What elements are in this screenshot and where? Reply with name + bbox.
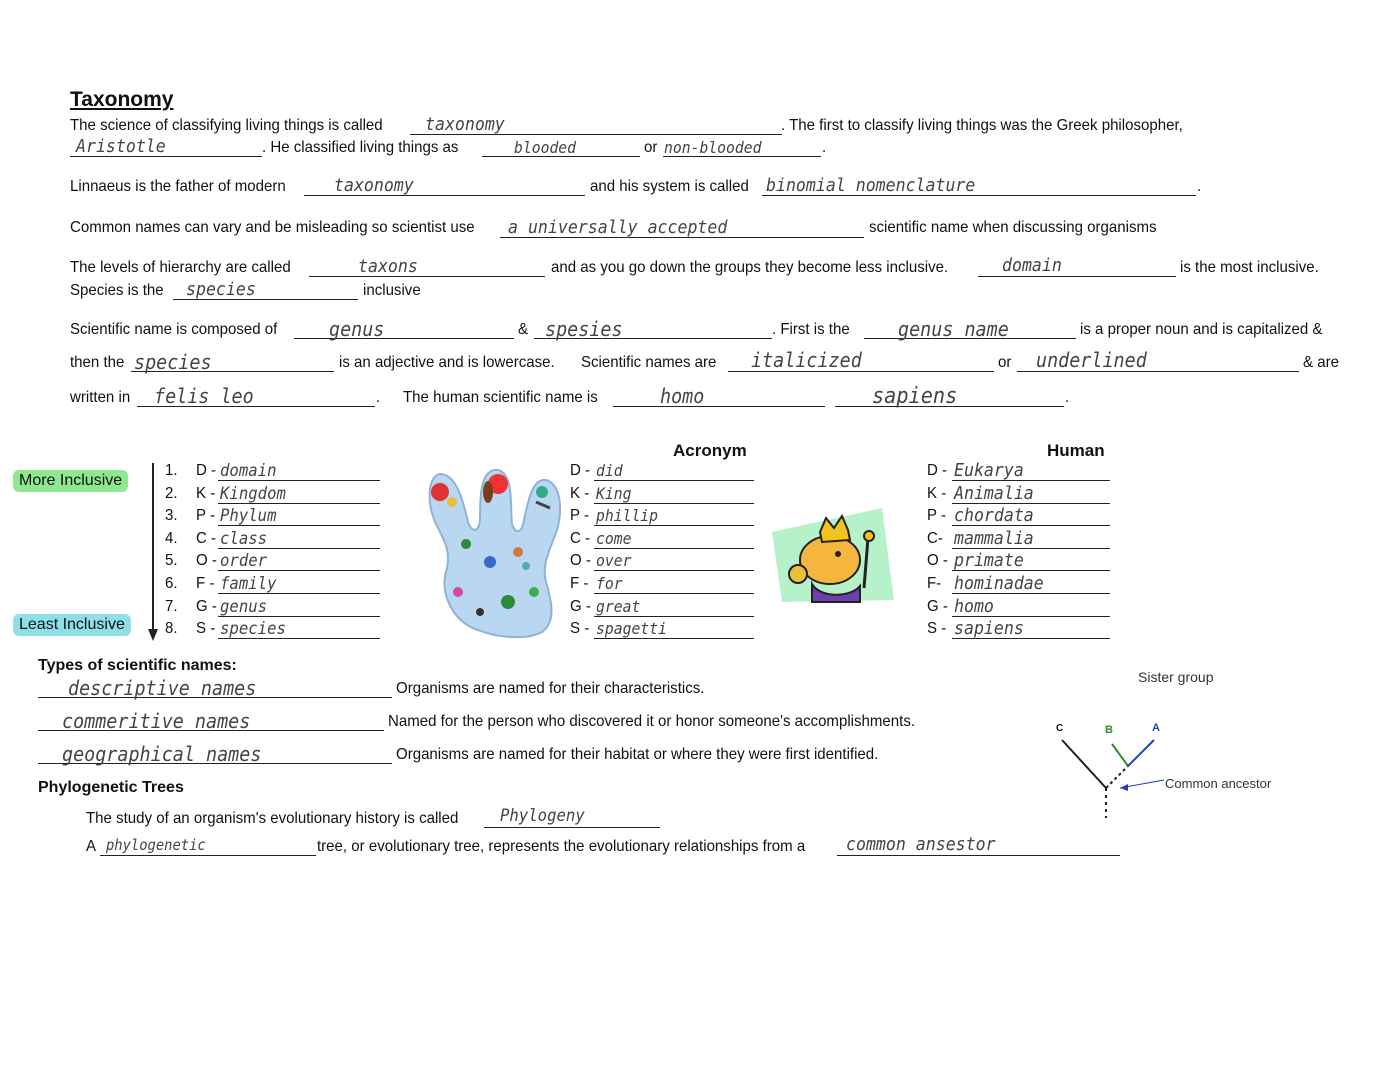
acronym-blank[interactable] — [594, 616, 754, 617]
tree-label-b: B — [1105, 724, 1113, 736]
acronym-answer: come — [596, 528, 632, 548]
level-number: 4. — [165, 529, 178, 547]
acronym-letter: F - — [570, 575, 589, 592]
acronym-answer: did — [596, 461, 623, 480]
s3-answer-1: a universally accepted — [508, 217, 728, 238]
acronym-blank[interactable] — [594, 480, 754, 481]
s1-answer-4: non-blooded — [664, 138, 762, 157]
s4-text-b: and as you go down the groups they become less inclusive. — [551, 259, 949, 276]
s1-text-a: The science of classifying living things is called — [70, 117, 383, 134]
king-illustration — [772, 498, 896, 608]
level-answer: genus — [220, 596, 268, 617]
level-letter: S - — [196, 620, 216, 638]
human-letter: O - — [927, 552, 948, 570]
level-answer: Kingdom — [220, 483, 286, 504]
tree-label-c: C — [1056, 723, 1064, 734]
s4-text-c: is the most inclusive. — [1180, 259, 1319, 276]
s5-text-j: written in — [70, 389, 131, 406]
acronym-letter: O - — [570, 552, 591, 570]
acronym-letter: P - — [570, 507, 589, 525]
human-letter: K - — [927, 484, 947, 502]
level-letter: G - — [196, 597, 217, 615]
acronym-answer: over — [596, 551, 632, 571]
acronym-letter: G - — [570, 597, 591, 615]
s5-blank-8[interactable] — [613, 406, 825, 407]
s5-text-b: & — [518, 321, 529, 338]
phylo-blank-2[interactable] — [100, 855, 316, 856]
acronym-letter: S - — [570, 620, 590, 638]
s1-answer-3: blooded — [514, 138, 577, 157]
s5-answer-2: spesies — [545, 317, 623, 341]
s5-text-f: is an adjective and is lowercase. — [339, 354, 555, 371]
phylo-answer-3: common ansestor — [846, 834, 996, 855]
s5-text-i: & are — [1303, 354, 1339, 371]
human-heading: Human — [1047, 441, 1105, 460]
level-number: 5. — [165, 552, 178, 570]
s1-answer-1: taxonomy — [425, 114, 505, 135]
level-letter: D - — [196, 462, 217, 479]
s2-text-b: and his system is called — [590, 178, 749, 195]
phylo-text-c: tree, or evolutionary tree, represents the evolutionary relationships from a — [317, 838, 806, 855]
level-number: 8. — [165, 620, 178, 638]
s4-text-d: Species is the — [70, 282, 164, 299]
s3-text-b: scientific name when discussing organisms — [869, 219, 1157, 236]
human-letter: G - — [927, 597, 948, 615]
types-heading: Types of scientific names: — [38, 657, 237, 674]
acronym-answer: spagetti — [596, 619, 667, 639]
acronym-answer: for — [596, 574, 623, 593]
human-answer: chordata — [954, 505, 1034, 527]
level-number: 6. — [165, 575, 178, 592]
acronym-blank[interactable] — [594, 525, 754, 526]
s2-answer-1: taxonomy — [334, 175, 414, 196]
s4-text-a: The levels of hierarchy are called — [70, 259, 291, 276]
human-letter: S - — [927, 620, 947, 638]
human-answer: hominadae — [954, 573, 1044, 594]
s5-text-m: . — [1065, 389, 1070, 406]
phylo-blank-1[interactable] — [484, 827, 660, 828]
human-answer: mammalia — [954, 527, 1034, 549]
level-answer: species — [220, 619, 286, 640]
s5-answer-6: underlined — [1036, 348, 1147, 372]
s2-text-c: . — [1197, 178, 1202, 195]
level-number: 3. — [165, 507, 178, 525]
human-answer: Eukarya — [954, 460, 1024, 481]
level-number: 1. — [165, 462, 178, 479]
acronym-letter: C - — [570, 529, 591, 547]
type-description: Organisms are named for their characteristics. — [396, 680, 705, 697]
s4-blank-2[interactable] — [978, 276, 1176, 277]
level-letter: P - — [196, 507, 215, 525]
acronym-blank[interactable] — [594, 570, 754, 571]
s4-answer-1: taxons — [358, 256, 418, 277]
s5-answer-8: homo — [660, 384, 705, 408]
level-letter: F - — [196, 575, 215, 592]
s1-text-b: . The first to classify living things was the Greek philosopher, — [781, 117, 1183, 134]
s5-answer-5: italicized — [751, 348, 862, 372]
level-answer: Phylum — [220, 506, 277, 527]
acronym-blank[interactable] — [594, 638, 754, 639]
tree-label-a: A — [1152, 722, 1160, 734]
level-answer: order — [220, 551, 268, 572]
s2-answer-2: binomial nomenclature — [766, 175, 976, 196]
s5-text-a: Scientific name is composed of — [70, 321, 278, 338]
s4-answer-2: domain — [1002, 255, 1062, 276]
acronym-heading: Acronym — [673, 441, 747, 460]
phylo-answer-2: phylogenetic — [106, 836, 206, 854]
s1-text-c: . He classified living things as — [262, 139, 459, 156]
acronym-answer: King — [596, 483, 632, 503]
human-answer: sapiens — [954, 618, 1024, 640]
more-inclusive-badge: More Inclusive — [13, 470, 128, 492]
s5-text-h: or — [998, 354, 1012, 371]
level-number: 7. — [165, 597, 178, 615]
human-letter: D - — [927, 462, 948, 479]
s5-blank-1[interactable] — [294, 338, 514, 339]
human-letter: C- — [927, 529, 943, 547]
level-answer: family — [220, 574, 277, 594]
type-answer: descriptive names — [68, 676, 257, 700]
s5-text-c: . First is the — [772, 321, 850, 338]
human-letter: F- — [927, 575, 942, 592]
human-answer: homo — [954, 595, 994, 617]
s5-answer-7: felis leo — [154, 384, 254, 408]
phylo-blank-3[interactable] — [837, 855, 1120, 856]
phylo-answer-1: Phylogeny — [500, 806, 585, 826]
acronym-answer: great — [596, 596, 641, 616]
s2-text-a: Linnaeus is the father of modern — [70, 178, 286, 195]
page-title: Taxonomy — [70, 88, 174, 111]
least-inclusive-badge: Least Inclusive — [13, 614, 131, 636]
type-answer: commeritive names — [62, 709, 251, 733]
s1-text-d: or — [644, 139, 658, 156]
s5-text-d: is a proper noun and is capitalized & — [1080, 321, 1323, 338]
s5-text-g: Scientific names are — [581, 354, 717, 371]
type-answer: geographical names — [62, 742, 262, 766]
s5-answer-9: sapiens — [872, 384, 958, 409]
inclusiveness-arrow-icon — [146, 463, 160, 643]
phylo-text-b: A — [86, 838, 97, 855]
acronym-answer: phillip — [596, 506, 659, 526]
s4-text-e: inclusive — [363, 282, 421, 299]
level-answer: class — [220, 528, 268, 549]
human-answer: primate — [954, 550, 1024, 572]
level-letter: O - — [196, 552, 217, 570]
type-description: Organisms are named for their habitat or where they were first identified. — [396, 746, 879, 763]
s1-answer-2: Aristotle — [76, 136, 166, 157]
s4-answer-3: species — [186, 279, 256, 300]
s5-text-l: The human scientific name is — [403, 389, 598, 406]
common-ancestor-label: Common ancestor — [1165, 776, 1272, 791]
s3-text-a: Common names can vary and be misleading so scientist use — [70, 219, 475, 236]
s5-answer-3: genus name — [898, 317, 1009, 341]
phylo-text-a: The study of an organism's evolutionary history is called — [86, 810, 459, 827]
s5-answer-4: species — [134, 350, 212, 374]
phylo-heading: Phylogenetic Trees — [38, 779, 184, 796]
level-letter: C - — [196, 529, 217, 547]
human-answer: Animalia — [954, 482, 1034, 504]
type-description: Named for the person who discovered it or honor someone's accomplishments. — [388, 713, 916, 730]
level-answer: domain — [220, 461, 277, 481]
s5-text-e: then the — [70, 354, 125, 371]
s5-text-k: . — [376, 389, 381, 406]
level-letter: K - — [196, 484, 216, 502]
taxonomy-hand-illustration — [418, 462, 568, 644]
acronym-blank[interactable] — [594, 548, 754, 549]
acronym-letter: D - — [570, 462, 591, 479]
s1-text-e: . — [822, 139, 827, 156]
s4-blank-1[interactable] — [309, 276, 545, 277]
sister-group-label: Sister group — [1138, 669, 1214, 685]
acronym-blank[interactable] — [594, 593, 754, 594]
s5-answer-1: genus — [329, 317, 385, 341]
level-number: 2. — [165, 484, 178, 502]
acronym-blank[interactable] — [594, 503, 754, 504]
human-letter: P - — [927, 507, 946, 525]
acronym-letter: K - — [570, 484, 590, 502]
